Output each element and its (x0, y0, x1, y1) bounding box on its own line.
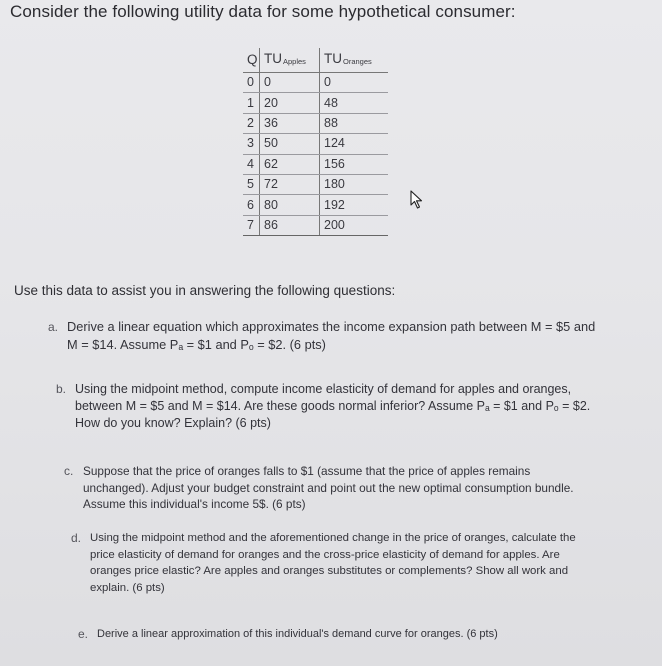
page-heading: Consider the following utility data for some hypothetical consumer: (10, 2, 516, 21)
question-line: How do you know? Explain? (6 pts) (75, 416, 271, 430)
question-e (78, 626, 498, 642)
cell-q: 5 (243, 174, 260, 194)
cell-apples: 50 (260, 134, 320, 154)
question-letter: b. (56, 382, 67, 396)
cell-q: 2 (243, 113, 260, 133)
cell-apples: 62 (260, 154, 320, 174)
cell-q: 6 (243, 195, 260, 215)
header-tu-oranges (320, 48, 389, 73)
header-tu-label: TU (264, 50, 282, 66)
table-row (243, 113, 388, 133)
cell-oranges: 88 (320, 113, 389, 133)
cell-apples: 36 (260, 113, 320, 133)
cell-oranges: 192 (320, 195, 389, 215)
question-line: between M = $5 and M = $14. Are these goods normal inferior? Assume Pₐ = $1 and Pₒ = $2. (75, 399, 591, 413)
question-letter: c. (64, 464, 74, 478)
table-row (243, 134, 388, 154)
question-line: Derive a linear equation which approximates the income expansion path between M = $5 and (67, 319, 596, 334)
cell-oranges: 180 (320, 174, 389, 194)
cell-apples: 80 (260, 195, 320, 215)
cell-apples: 20 (260, 93, 320, 113)
cell-oranges: 48 (320, 93, 389, 113)
question-line: Using the midpoint method and the aforementioned change in the price of oranges, calculate the (90, 532, 576, 544)
question-line: Suppose that the price of oranges falls to $1 (assume that the price of apples remains (83, 464, 531, 478)
cell-oranges: 124 (320, 134, 389, 154)
table-row (243, 195, 388, 215)
cell-apples: 86 (260, 215, 320, 235)
instructions-text: Use this data to assist you in answering the following questions: (14, 283, 396, 298)
question-a (48, 318, 596, 354)
question-letter: a. (48, 320, 59, 334)
header-tu-apples (260, 48, 320, 73)
question-d (71, 530, 576, 596)
mouse-pointer-icon (410, 190, 424, 215)
cell-oranges: 200 (320, 215, 389, 235)
question-letter: e. (78, 627, 89, 641)
question-letter: d. (71, 531, 82, 545)
cell-q: 4 (243, 154, 260, 174)
question-line: Using the midpoint method, compute income elasticity of demand for apples and oranges, (75, 382, 572, 396)
cell-q: 7 (243, 215, 260, 235)
question-line: unchanged). Adjust your budget constraint and point out the new optimal consumption bundle. (83, 480, 574, 495)
table-row (243, 174, 388, 194)
table-header-row (243, 48, 388, 73)
cell-q: 3 (243, 134, 260, 154)
table-row (243, 215, 388, 235)
cell-oranges: 156 (320, 154, 389, 174)
question-line: M = $14. Assume Pₐ = $1 and Pₒ = $2. (6 pts) (67, 337, 326, 352)
question-line: explain. (6 pts) (90, 581, 165, 594)
question-line: price elasticity of demand for oranges and the cross-price elasticity of demand for apples. Are (90, 548, 560, 561)
question-b (56, 381, 591, 432)
question-c (64, 463, 574, 513)
table-row (243, 93, 388, 113)
header-q: Q (243, 48, 260, 73)
cell-apples: 0 (260, 73, 320, 93)
question-line: Derive a linear approximation of this individual's demand curve for oranges. (6 pts) (97, 628, 498, 640)
header-tu-label: TU (324, 50, 342, 66)
cell-q: 0 (243, 73, 260, 93)
cell-apples: 72 (260, 174, 320, 194)
table-row (243, 154, 388, 174)
header-apples-sub: Apples (283, 56, 306, 66)
question-line: oranges price elastic? Are apples and oranges substitutes or complements? Show all work and (90, 565, 569, 577)
cell-q: 1 (243, 93, 260, 113)
header-oranges-sub: Oranges (343, 56, 372, 66)
table-row (243, 73, 388, 93)
question-line: Assume this individual's income 5$. (6 pts) (83, 497, 306, 511)
cell-oranges: 0 (320, 73, 389, 93)
utility-table (243, 48, 388, 236)
